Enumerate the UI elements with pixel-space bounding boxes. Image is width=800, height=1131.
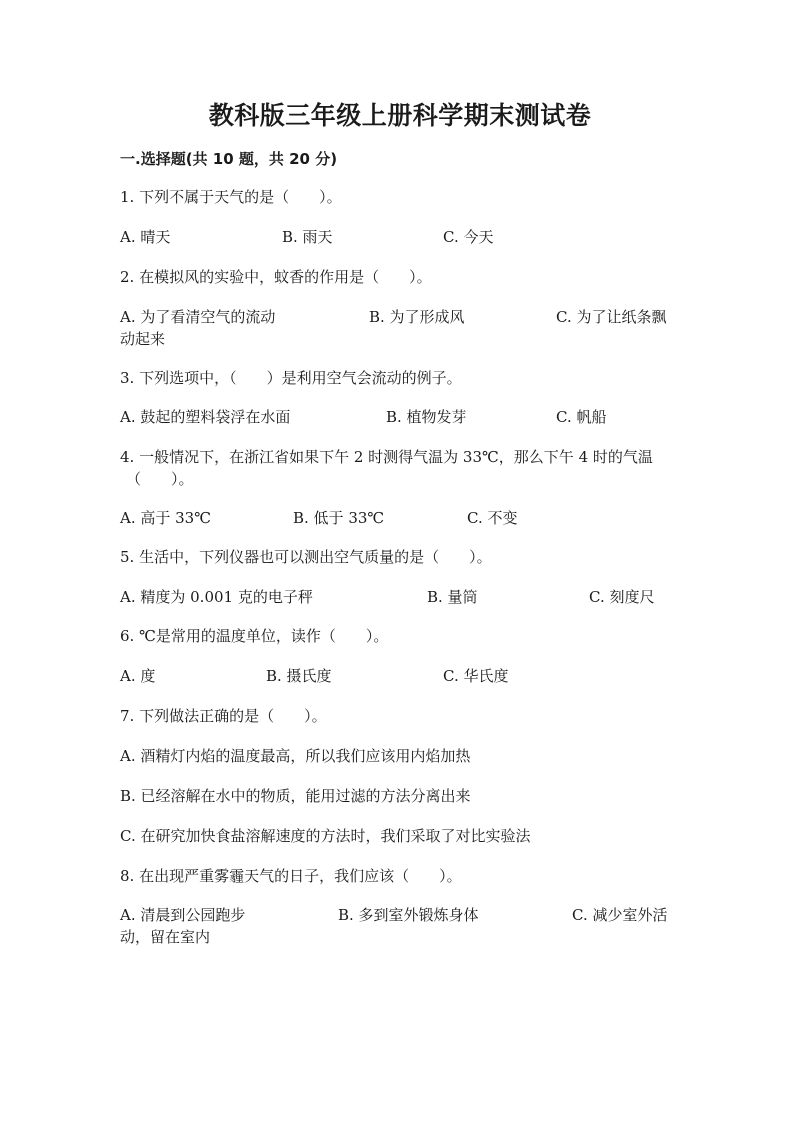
question-8-option-c: C. 减少室外活 [572,906,668,924]
question-2-option-b: B. 为了形成风 [369,308,465,326]
question-4-option-a: A. 高于 33℃ [120,509,212,527]
question-1-option-c: C. 今天 [443,228,494,246]
question-4-stem-continued: （ ）。 [126,470,194,488]
question-3-stem: 3. 下列选项中，（ ）是利用空气会流动的例子。 [120,369,462,387]
question-1-option-b: B. 雨天 [282,228,333,246]
question-4-stem: 4. 一般情况下，在浙江省如果下午 2 时测得气温为 33℃，那么下午 4 时的气温 [120,448,653,466]
question-7-option-a: A. 酒精灯内焰的温度最高，所以我们应该用内焰加热 [120,747,471,765]
question-7-stem: 7. 下列做法正确的是（ ）。 [120,707,327,725]
question-2-option-c-continued: 动起来 [120,330,166,348]
question-8-option-b: B. 多到室外锻炼身体 [338,906,479,924]
page-title: 教科版三年级上册科学期末测试卷 [208,101,592,130]
question-7-option-c: C. 在研究加快食盐溶解速度的方法时，我们采取了对比实验法 [120,827,531,845]
question-6-option-b: B. 摄氏度 [266,667,332,685]
question-8-option-a: A. 清晨到公园跑步 [120,906,246,924]
question-2-option-c: C. 为了让纸条飘 [556,308,667,326]
question-4-option-c: C. 不变 [467,509,518,527]
question-5-option-c: C. 刻度尺 [589,588,655,606]
question-7-option-b: B. 已经溶解在水中的物质，能用过滤的方法分离出来 [120,787,471,805]
question-4-option-b: B. 低于 33℃ [293,509,385,527]
question-3-option-a: A. 鼓起的塑料袋浮在水面 [120,408,291,426]
question-1-stem: 1. 下列不属于天气的是（ ）。 [120,188,342,206]
section-heading: 一.选择题(共 10 题，共 20 分) [120,150,338,168]
question-8-stem: 8. 在出现严重雾霾天气的日子，我们应该（ ）。 [120,867,462,885]
question-6-option-c: C. 华氏度 [443,667,509,685]
question-6-stem: 6. ℃是常用的温度单位，读作（ ）。 [120,627,389,645]
question-5-option-a: A. 精度为 0.001 克的电子秤 [120,588,313,606]
question-2-stem: 2. 在模拟风的实验中，蚊香的作用是（ ）。 [120,268,432,286]
question-3-option-b: B. 植物发芽 [386,408,467,426]
question-6-option-a: A. 度 [120,667,156,685]
question-2-option-a: A. 为了看清空气的流动 [120,308,276,326]
question-5-option-b: B. 量筒 [427,588,478,606]
question-8-option-c-continued: 动，留在室内 [120,928,211,946]
question-3-option-c: C. 帆船 [556,408,607,426]
question-5-stem: 5. 生活中，下列仪器也可以测出空气质量的是（ ）。 [120,548,492,566]
question-1-option-a: A. 晴天 [120,228,171,246]
